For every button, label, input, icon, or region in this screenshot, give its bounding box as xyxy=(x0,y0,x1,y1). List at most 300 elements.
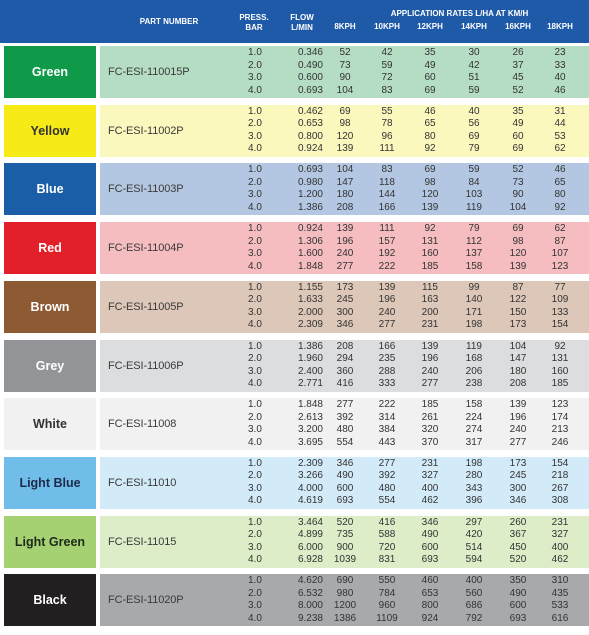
rate-value: 185 xyxy=(551,378,569,389)
rate-value: 294 xyxy=(336,353,354,364)
flow-value: 0.800 xyxy=(297,130,323,142)
rate-value: 173 xyxy=(509,457,527,469)
rate-value: 40 xyxy=(554,72,566,83)
rate-value: 1200 xyxy=(333,600,357,612)
rate-value: 198 xyxy=(465,319,483,331)
rate-value: 400 xyxy=(465,575,483,587)
pressure-column xyxy=(248,458,268,508)
rate-column xyxy=(545,575,575,625)
pressure-value: 4.0 xyxy=(248,201,262,213)
rate-value: 120 xyxy=(336,130,354,142)
flow-value: 2.400 xyxy=(297,365,323,377)
rate-value: 154 xyxy=(551,457,569,469)
application-rates-header: APPLICATION RATES L/HA AT KM/H xyxy=(390,9,529,18)
flow-column xyxy=(283,282,323,332)
rate-value: 1109 xyxy=(376,612,398,624)
rate-column xyxy=(372,164,402,214)
nozzle-data-band xyxy=(100,163,589,215)
pressure-value: 2.0 xyxy=(248,235,262,247)
rate-value: 154 xyxy=(551,319,569,331)
rate-column xyxy=(459,575,489,625)
rate-value: 78 xyxy=(381,118,393,130)
pressure-value: 3.0 xyxy=(248,482,262,494)
rate-value: 180 xyxy=(509,365,527,377)
rate-column xyxy=(545,399,575,449)
rate-column xyxy=(503,341,533,391)
rate-value: 87 xyxy=(512,281,524,293)
rate-value: 62 xyxy=(554,143,566,155)
rate-value: 288 xyxy=(378,365,396,377)
rate-value: 300 xyxy=(336,306,354,318)
rate-value: 196 xyxy=(378,294,396,306)
flow-value: 0.693 xyxy=(297,84,323,96)
pressure-value: 1.0 xyxy=(248,575,262,587)
rate-value: 308 xyxy=(551,495,569,507)
rate-value: 416 xyxy=(336,378,354,389)
rate-value: 267 xyxy=(551,482,569,494)
rate-value: 240 xyxy=(378,306,396,318)
rate-value: 52 xyxy=(339,47,351,58)
pressure-value: 3.0 xyxy=(248,600,262,612)
rate-value: 26 xyxy=(512,47,524,58)
rate-value: 174 xyxy=(551,411,569,423)
rate-value: 784 xyxy=(378,587,396,599)
flow-value: 0.600 xyxy=(297,72,323,83)
flow-value: 1.633 xyxy=(297,294,323,306)
rate-value: 231 xyxy=(421,319,439,331)
pressure-value: 4.0 xyxy=(248,495,262,507)
flow-column xyxy=(283,164,323,214)
pressure-value: 3.0 xyxy=(248,306,262,318)
rate-column xyxy=(459,517,489,567)
pressure-value: 1.0 xyxy=(248,223,262,235)
rate-value: 208 xyxy=(336,201,354,213)
rate-value: 520 xyxy=(336,516,354,528)
rate-value: 222 xyxy=(378,260,396,272)
flow-value: 1.386 xyxy=(297,201,323,213)
nozzle-data-band xyxy=(100,574,589,626)
rate-column xyxy=(545,106,575,156)
rate-value: 192 xyxy=(378,248,396,260)
rate-column xyxy=(330,282,360,332)
flow-value: 1.386 xyxy=(297,340,323,352)
rate-value: 588 xyxy=(378,529,396,541)
rate-column xyxy=(503,282,533,332)
rate-value: 103 xyxy=(465,189,483,201)
flow-header xyxy=(278,13,326,33)
rate-value: 310 xyxy=(551,575,569,587)
rate-value: 166 xyxy=(378,201,396,213)
rate-value: 550 xyxy=(378,575,396,587)
pressure-value: 3.0 xyxy=(248,72,262,83)
rate-value: 173 xyxy=(336,281,354,293)
rate-value: 443 xyxy=(378,436,396,448)
flow-value: 4.620 xyxy=(297,575,323,587)
rate-value: 196 xyxy=(421,353,439,364)
pressure-value: 3.0 xyxy=(248,365,262,377)
part-number: FC-ESI-11003P xyxy=(108,183,184,196)
flow-header-line2: L/MIN xyxy=(291,23,313,32)
rate-column xyxy=(372,399,402,449)
rate-value: 158 xyxy=(465,399,483,411)
rate-value: 346 xyxy=(421,516,439,528)
rate-value: 65 xyxy=(554,176,566,188)
rate-value: 560 xyxy=(465,587,483,599)
rate-value: 462 xyxy=(551,554,569,566)
rate-value: 490 xyxy=(421,529,439,541)
rate-value: 166 xyxy=(378,340,396,352)
flow-value: 8.000 xyxy=(297,600,323,612)
flow-value: 6.928 xyxy=(297,554,323,566)
rate-value: 594 xyxy=(465,554,483,566)
nozzle-row xyxy=(0,337,589,396)
pressure-column xyxy=(248,575,268,625)
rate-value: 65 xyxy=(424,118,436,130)
nozzle-data-band xyxy=(100,516,589,568)
rate-value: 327 xyxy=(551,529,569,541)
flow-value: 2.000 xyxy=(297,306,323,318)
nozzle-color-swatch: Black xyxy=(4,574,96,626)
part-number: FC-ESI-11004P xyxy=(108,242,184,255)
rate-value: 119 xyxy=(466,340,482,352)
part-number: FC-ESI-11005P xyxy=(108,300,184,313)
rate-value: 1039 xyxy=(333,554,357,566)
rate-value: 112 xyxy=(466,235,482,247)
flow-value: 6.532 xyxy=(297,587,323,599)
rate-value: 122 xyxy=(509,294,527,306)
rate-value: 800 xyxy=(421,600,439,612)
rate-value: 346 xyxy=(509,495,527,507)
rate-value: 235 xyxy=(378,353,396,364)
rate-value: 554 xyxy=(336,436,354,448)
rate-value: 40 xyxy=(468,105,480,117)
rate-value: 360 xyxy=(336,365,354,377)
rate-value: 120 xyxy=(421,189,439,201)
flow-value: 3.695 xyxy=(297,436,323,448)
part-number: FC-ESI-11002P xyxy=(108,124,184,137)
flow-value: 3.266 xyxy=(297,470,323,482)
rate-column xyxy=(415,517,445,567)
rate-value: 274 xyxy=(465,424,483,436)
rate-column xyxy=(503,164,533,214)
rate-column xyxy=(330,458,360,508)
rate-value: 300 xyxy=(509,482,527,494)
rate-value: 92 xyxy=(424,223,436,235)
rate-value: 144 xyxy=(378,189,396,201)
rate-value: 346 xyxy=(336,319,354,331)
rate-value: 158 xyxy=(465,260,483,272)
rate-value: 693 xyxy=(509,612,527,624)
nozzle-data-band xyxy=(100,340,589,392)
rate-value: 59 xyxy=(468,164,480,176)
rate-value: 53 xyxy=(554,130,566,142)
rate-value: 400 xyxy=(551,541,569,553)
flow-column xyxy=(283,47,323,97)
rate-column xyxy=(330,47,360,97)
rate-column xyxy=(372,458,402,508)
rate-value: 392 xyxy=(378,470,396,482)
pressure-column xyxy=(248,399,268,449)
rate-value: 87 xyxy=(554,235,566,247)
flow-value: 0.924 xyxy=(297,223,323,235)
rate-value: 277 xyxy=(421,378,439,389)
rate-value: 460 xyxy=(421,575,439,587)
rate-value: 118 xyxy=(379,176,395,188)
pressure-value: 3.0 xyxy=(248,189,262,201)
nozzle-data-band xyxy=(100,46,589,98)
nozzle-row xyxy=(0,278,589,337)
rate-value: 84 xyxy=(468,176,480,188)
rate-value: 686 xyxy=(465,600,483,612)
rate-column xyxy=(459,164,489,214)
pressure-value: 1.0 xyxy=(248,399,262,411)
rate-value: 109 xyxy=(551,294,569,306)
flow-value: 0.924 xyxy=(297,143,323,155)
rate-value: 107 xyxy=(551,248,569,260)
rate-value: 60 xyxy=(512,130,524,142)
rate-value: 69 xyxy=(512,143,524,155)
rate-value: 119 xyxy=(466,201,482,213)
rate-value: 327 xyxy=(421,470,439,482)
rate-column xyxy=(415,106,445,156)
rate-value: 514 xyxy=(465,541,483,553)
rate-value: 44 xyxy=(554,118,566,130)
nozzle-color-swatch: White xyxy=(4,398,96,450)
rate-value: 392 xyxy=(336,411,354,423)
rate-value: 99 xyxy=(468,281,480,293)
rate-column xyxy=(503,399,533,449)
rate-value: 157 xyxy=(378,235,396,247)
rate-value: 600 xyxy=(336,482,354,494)
rate-value: 277 xyxy=(378,319,396,331)
rate-value: 416 xyxy=(378,516,396,528)
pressure-value: 1.0 xyxy=(248,457,262,469)
rate-column xyxy=(503,47,533,97)
rate-value: 139 xyxy=(336,223,354,235)
pressure-value: 1.0 xyxy=(248,105,262,117)
pressure-value: 1.0 xyxy=(248,516,262,528)
rate-value: 98 xyxy=(424,176,436,188)
rate-value: 104 xyxy=(509,340,527,352)
nozzle-color-swatch: Blue xyxy=(4,163,96,215)
nozzle-color-swatch: Yellow xyxy=(4,105,96,157)
rate-value: 133 xyxy=(551,306,569,318)
rate-value: 208 xyxy=(509,378,527,389)
nozzle-color-swatch: Red xyxy=(4,222,96,274)
nozzle-color-swatch: Grey xyxy=(4,340,96,392)
rate-column xyxy=(459,458,489,508)
rate-value: 123 xyxy=(551,399,569,411)
rate-value: 77 xyxy=(554,281,566,293)
rate-column xyxy=(415,341,445,391)
rate-value: 92 xyxy=(554,340,566,352)
pressure-column xyxy=(248,517,268,567)
rate-value: 46 xyxy=(554,84,566,96)
rate-value: 69 xyxy=(424,164,436,176)
rate-value: 198 xyxy=(465,457,483,469)
rate-value: 280 xyxy=(465,470,483,482)
flow-value: 6.000 xyxy=(297,541,323,553)
pressure-value: 3.0 xyxy=(248,424,262,436)
flow-value: 3.464 xyxy=(297,516,323,528)
rate-value: 69 xyxy=(512,223,524,235)
rate-value: 520 xyxy=(509,554,527,566)
rate-value: 120 xyxy=(509,248,527,260)
rate-value: 200 xyxy=(421,306,439,318)
flow-value: 0.462 xyxy=(297,105,323,117)
pressure-value: 4.0 xyxy=(248,260,262,272)
rate-value: 160 xyxy=(551,365,569,377)
pressure-value: 1.0 xyxy=(248,281,262,293)
rate-value: 600 xyxy=(509,600,527,612)
flow-value: 1.848 xyxy=(297,260,323,272)
pressure-value: 1.0 xyxy=(248,164,262,176)
rate-value: 104 xyxy=(336,84,354,96)
flow-value: 1.848 xyxy=(297,399,323,411)
rate-value: 277 xyxy=(336,260,354,272)
rate-value: 46 xyxy=(554,164,566,176)
rate-column xyxy=(330,223,360,273)
rate-value: 55 xyxy=(381,105,393,117)
rate-column xyxy=(415,223,445,273)
flow-value: 1.960 xyxy=(297,353,323,364)
rate-value: 163 xyxy=(421,294,439,306)
pressure-header-line2: BAR xyxy=(245,23,263,32)
pressure-value: 2.0 xyxy=(248,587,262,599)
rate-value: 792 xyxy=(465,612,483,624)
flow-column xyxy=(283,575,323,625)
rate-value: 370 xyxy=(421,436,439,448)
rate-value: 924 xyxy=(421,612,439,624)
rate-value: 139 xyxy=(509,260,527,272)
rate-value: 35 xyxy=(512,105,524,117)
rate-column xyxy=(330,517,360,567)
rate-column xyxy=(330,341,360,391)
rate-value: 400 xyxy=(421,482,439,494)
part-number-header: PART NUMBER xyxy=(139,17,199,26)
rate-value: 98 xyxy=(512,235,524,247)
pressure-value: 2.0 xyxy=(248,294,262,306)
rate-column xyxy=(330,164,360,214)
flow-value: 1.600 xyxy=(297,248,323,260)
flow-value: 0.490 xyxy=(297,59,323,71)
rate-value: 218 xyxy=(551,470,569,482)
rate-column xyxy=(503,223,533,273)
rate-value: 490 xyxy=(509,587,527,599)
nozzle-row xyxy=(0,43,589,102)
rate-value: 79 xyxy=(468,223,480,235)
nozzle-data-band xyxy=(100,222,589,274)
rate-value: 73 xyxy=(339,59,351,71)
rate-column xyxy=(545,458,575,508)
rate-value: 139 xyxy=(421,201,439,213)
rate-value: 490 xyxy=(336,470,354,482)
flow-column xyxy=(283,399,323,449)
rate-value: 115 xyxy=(422,281,438,293)
rate-column xyxy=(372,47,402,97)
rate-value: 72 xyxy=(381,72,393,83)
rate-value: 240 xyxy=(421,365,439,377)
flow-value: 1.200 xyxy=(297,189,323,201)
speed-header: 16KPH xyxy=(505,22,531,31)
rate-value: 231 xyxy=(551,516,569,528)
pressure-header-line1: PRESS. xyxy=(239,13,269,22)
rate-value: 480 xyxy=(336,424,354,436)
pressure-column xyxy=(248,47,268,97)
rate-value: 79 xyxy=(468,143,480,155)
rate-value: 600 xyxy=(421,541,439,553)
rate-value: 131 xyxy=(551,353,569,364)
rate-column xyxy=(545,164,575,214)
rate-value: 90 xyxy=(339,72,351,83)
rate-value: 160 xyxy=(421,248,439,260)
nozzle-row xyxy=(0,160,589,219)
pressure-value: 4.0 xyxy=(248,319,262,331)
rate-column xyxy=(330,106,360,156)
rate-value: 62 xyxy=(554,223,566,235)
rate-column xyxy=(415,458,445,508)
rate-column xyxy=(372,223,402,273)
pressure-value: 1.0 xyxy=(248,340,262,352)
pressure-value: 1.0 xyxy=(248,47,262,58)
nozzle-row xyxy=(0,454,589,513)
part-number: FC-ESI-11010 xyxy=(108,476,177,489)
rate-value: 147 xyxy=(509,353,527,364)
rate-column xyxy=(545,517,575,567)
rate-column xyxy=(459,223,489,273)
nozzle-color-swatch: Light Green xyxy=(4,516,96,568)
rate-value: 90 xyxy=(512,189,524,201)
rate-value: 46 xyxy=(424,105,436,117)
rate-column xyxy=(503,517,533,567)
rate-column xyxy=(503,106,533,156)
rate-value: 277 xyxy=(378,457,396,469)
rate-value: 139 xyxy=(421,340,439,352)
part-number: FC-ESI-11008 xyxy=(108,418,177,431)
rate-value: 171 xyxy=(465,306,483,318)
rate-value: 33 xyxy=(554,59,566,71)
pressure-value: 4.0 xyxy=(248,84,262,96)
rate-column xyxy=(545,282,575,332)
pressure-header xyxy=(234,13,274,33)
rate-value: 1386 xyxy=(333,612,357,624)
speed-header: 14KPH xyxy=(461,22,487,31)
rate-value: 960 xyxy=(378,600,396,612)
rate-value: 224 xyxy=(465,411,483,423)
rate-value: 240 xyxy=(336,248,354,260)
rate-value: 213 xyxy=(551,424,569,436)
flow-column xyxy=(283,517,323,567)
speed-header: 12KPH xyxy=(417,22,443,31)
flow-value: 0.653 xyxy=(297,118,323,130)
speed-header: 10KPH xyxy=(374,22,400,31)
rate-column xyxy=(459,47,489,97)
rate-value: 52 xyxy=(512,164,524,176)
rate-value: 42 xyxy=(381,47,393,58)
rate-value: 333 xyxy=(378,378,396,389)
rate-value: 240 xyxy=(509,424,527,436)
flow-value: 9.238 xyxy=(297,612,323,624)
rate-column xyxy=(415,164,445,214)
rate-column xyxy=(415,47,445,97)
rate-value: 533 xyxy=(551,600,569,612)
rate-column xyxy=(459,341,489,391)
rate-value: 98 xyxy=(339,118,351,130)
nozzle-row xyxy=(0,513,589,572)
rate-value: 123 xyxy=(551,260,569,272)
rate-value: 317 xyxy=(465,436,483,448)
pressure-value: 4.0 xyxy=(248,143,262,155)
